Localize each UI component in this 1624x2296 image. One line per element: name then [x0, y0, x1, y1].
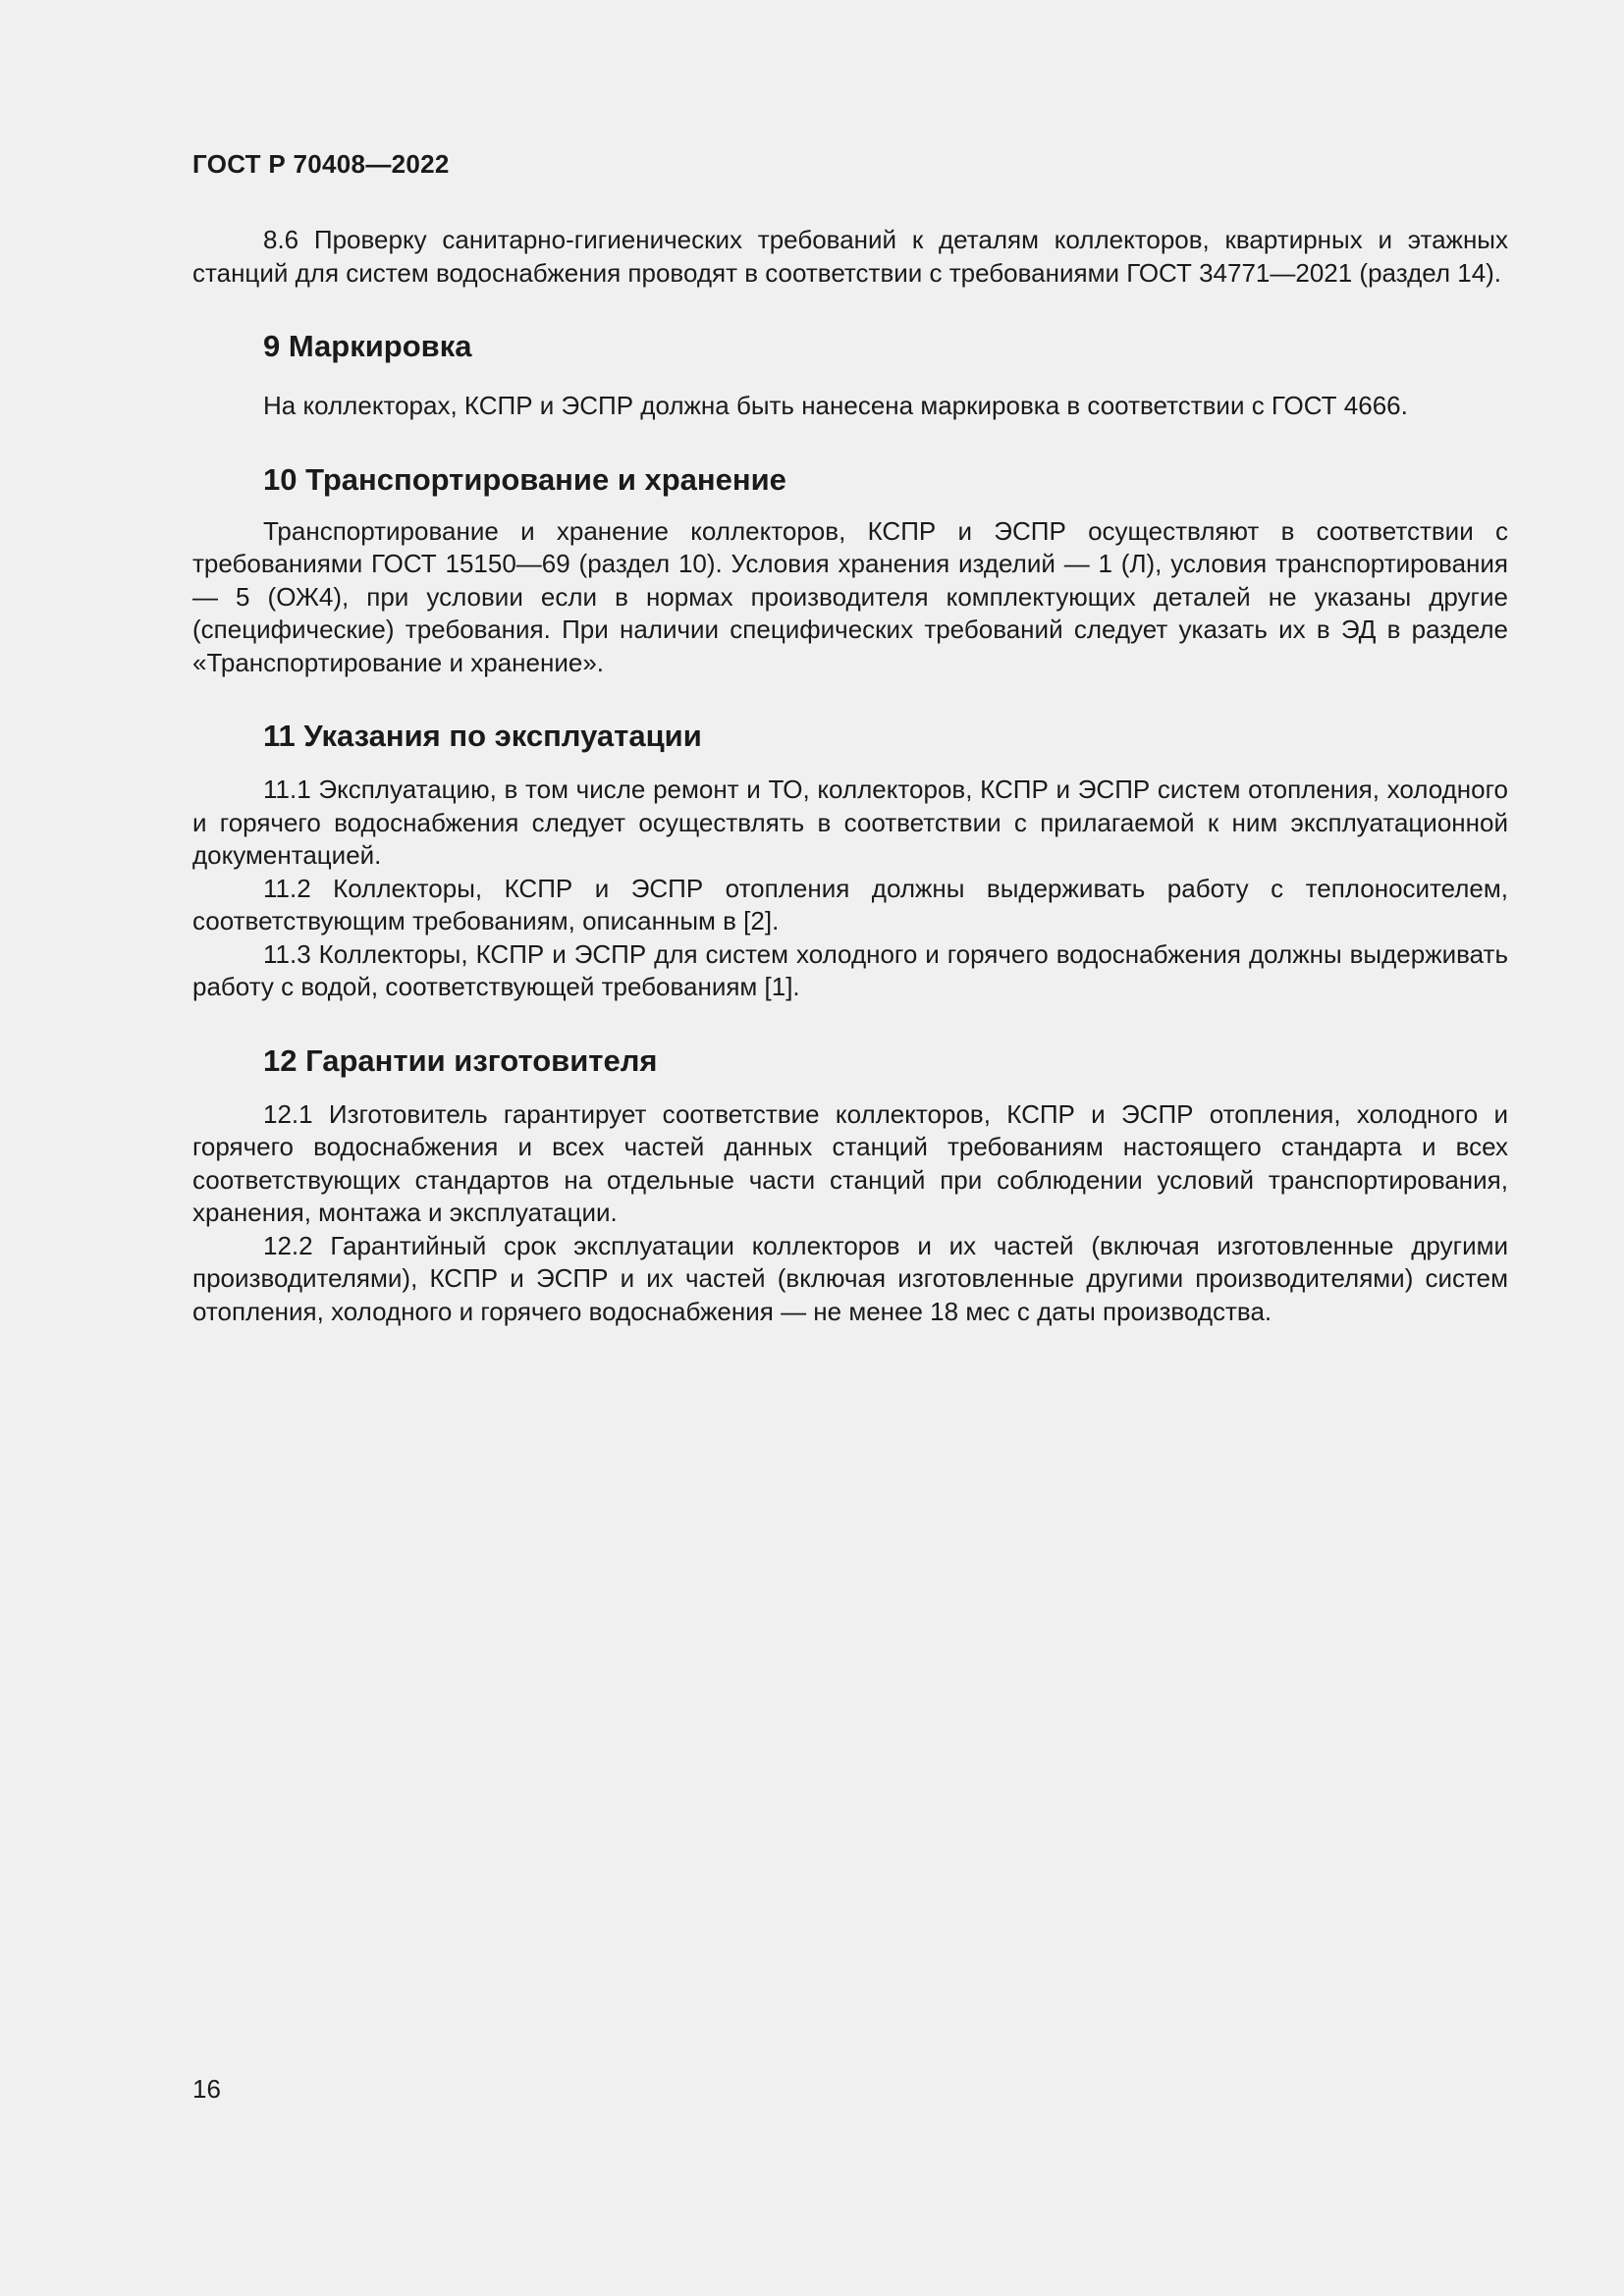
- section-9-paragraph: На коллекторах, КСПР и ЭСПР должна быть нанесена маркировка в соответствии с ГОСТ 4666.: [263, 391, 1408, 420]
- paragraph-8-6: 8.6 Проверку санитарно-гигиенических требований к деталям коллекторов, квартирных и этажных станций для систем водоснабжения проводят в соответствии с требованиями ГОСТ 34771—2021 (раздел 14).: [192, 225, 1508, 288]
- paragraph-12-2: 12.2 Гарантийный срок эксплуатации коллекторов и их частей (включая изготовленные другими производителями), КСПР и ЭСПР и их частей (включая изготовленные другими производителями) систем отопления, холодного и горячего водоснабжения — не менее 18 мес с даты производства.: [192, 1230, 1508, 1326]
- section-10-paragraph: Транспортирование и хранение коллекторов, КСПР и ЭСПР осуществляют в соответствии с требованиями ГОСТ 15150—69 (раздел 10). Условия хранения изделий — 1 (Л), условия транспортирования — 5 (ОЖ4), при условии если в нормах производителя комплектующих деталей не указаны другие (специфические) требования. При наличии специфических требований следует указать их в ЭД в разделе «Транспортирование и хранение».: [192, 515, 1508, 677]
- paragraph-11-2: 11.2 Коллекторы, КСПР и ЭСПР отопления должны выдерживать работу с теплоносителем, соответствующим требованиям, описанным в [2].: [192, 873, 1508, 935]
- section-11-title: 11 Указания по эксплуатации: [263, 719, 702, 753]
- document-code-header: ГОСТ Р 70408—2022: [192, 149, 450, 179]
- paragraph-12-1: 12.1 Изготовитель гарантирует соответствие коллекторов, КСПР и ЭСПР отопления, холодного и горячего водоснабжения и всех частей данных станций требованиям настоящего стандарта и всех соответствующих стандартов на отдельные части станций при соблюдении условий транспортирования, хранения, монтажа и эксплуатации.: [192, 1098, 1508, 1227]
- document-body: [192, 224, 1508, 1328]
- paragraph-11-3: 11.3 Коллекторы, КСПР и ЭСПР для систем холодного и горячего водоснабжения должны выдерживать работу с водой, соответствующей требованиям [1].: [192, 938, 1508, 1001]
- section-10-title: 10 Транспортирование и хранение: [263, 461, 786, 497]
- paragraph-11-1: 11.1 Эксплуатацию, в том числе ремонт и ТО, коллекторов, КСПР и ЭСПР систем отопления, холодного и горячего водоснабжения следует осуществлять в соответствии с прилагаемой к ним эксплуатационной документацией.: [192, 774, 1508, 870]
- section-12-title: 12 Гарантии изготовителя: [263, 1042, 658, 1078]
- section-9-title: 9 Маркировка: [263, 329, 472, 363]
- page-number: 16: [192, 2074, 221, 2104]
